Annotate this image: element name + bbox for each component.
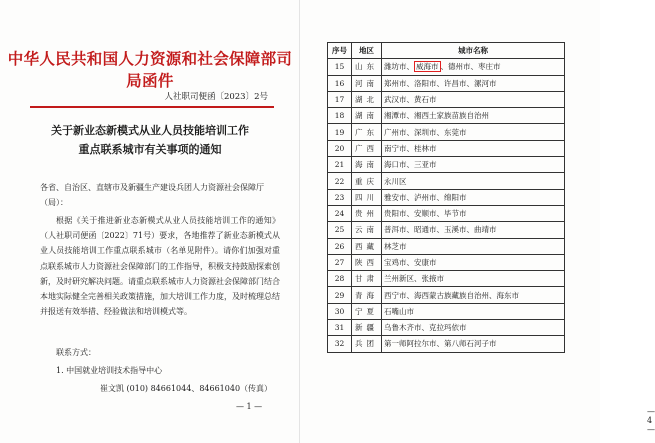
- table-header-row: [328, 43, 565, 59]
- row-cities: [382, 140, 565, 156]
- city-list-table: [327, 42, 565, 353]
- city-names-text: 贵阳市、安顺市、毕节市: [384, 209, 467, 219]
- city-names-text: 兰州新区、张掖市: [384, 274, 444, 284]
- city-names-text: 海口市、三亚市: [384, 160, 437, 170]
- row-cities: [382, 157, 565, 173]
- notice-title-line-2: 重点联系城市有关事项的通知: [78, 143, 222, 156]
- row-cities: [382, 59, 565, 75]
- row-region: 海南: [352, 157, 382, 173]
- city-names-text: 林芝市: [384, 241, 407, 251]
- row-number: 24: [328, 205, 352, 221]
- table-row: [328, 59, 565, 75]
- page-number-left: — 1 —: [236, 402, 263, 411]
- table-row: [328, 157, 565, 173]
- row-number: 20: [328, 140, 352, 156]
- letterhead-title: 中华人民共和国人力资源和社会保障部司局函件: [7, 50, 293, 90]
- table-row: [328, 238, 565, 254]
- row-region: 云南: [352, 222, 382, 238]
- row-region: 广东: [352, 124, 382, 140]
- city-names-text-after: 、德州市、枣庄市: [440, 62, 501, 72]
- row-number: 32: [328, 336, 352, 352]
- page-number-right: — 4 —: [647, 407, 655, 434]
- header-region: 地区: [352, 43, 382, 59]
- row-number: 18: [328, 108, 352, 124]
- row-region: 湖北: [352, 91, 382, 107]
- table-row: [328, 205, 565, 221]
- row-region: 青海: [352, 287, 382, 303]
- row-cities: [382, 205, 565, 221]
- row-cities: [382, 173, 565, 189]
- row-region: 湖南: [352, 108, 382, 124]
- document-number: 人社职司便函〔2023〕2号: [164, 92, 268, 102]
- table-body: [328, 59, 565, 352]
- row-cities: [382, 189, 565, 205]
- row-number: 17: [328, 91, 352, 107]
- row-region: 西藏: [352, 238, 382, 254]
- contacts-heading: 联系方式：: [56, 348, 96, 357]
- row-cities: [382, 254, 565, 270]
- row-number: 26: [328, 238, 352, 254]
- row-cities: [382, 124, 565, 140]
- city-names-text: 潍坊市、: [384, 62, 414, 72]
- row-number: 25: [328, 222, 352, 238]
- row-cities: [382, 336, 565, 352]
- left-page: [0, 0, 300, 443]
- row-region: 重庆: [352, 173, 382, 189]
- city-names-text: 西宁市、海西蒙古族藏族自治州、海东市: [384, 290, 519, 300]
- table-row: [328, 287, 565, 303]
- city-names-text: 第一师阿拉尔市、第八师石河子市: [384, 339, 497, 349]
- row-number: 21: [328, 157, 352, 173]
- recipients-line-2: （局）：: [40, 198, 68, 207]
- recipients-line-1: 各省、自治区、直辖市及新疆生产建设兵团人力资源社会保障厅: [40, 183, 264, 192]
- row-region: 山东: [352, 59, 382, 75]
- table-row: [328, 222, 565, 238]
- city-names-text: 石嘴山市: [384, 306, 414, 316]
- city-names-text: 普洱市、昭通市、玉溪市、曲靖市: [384, 225, 497, 235]
- table-row: [328, 189, 565, 205]
- row-number: 29: [328, 287, 352, 303]
- row-cities: [382, 238, 565, 254]
- row-number: 28: [328, 271, 352, 287]
- row-number: 16: [328, 75, 352, 91]
- row-cities: [382, 320, 565, 336]
- city-names-text: 广州市、深圳市、东莞市: [384, 127, 467, 137]
- row-cities: [382, 108, 565, 124]
- city-names-text: 宝鸡市、安康市: [384, 258, 437, 267]
- city-names-text: 乌鲁木齐市、克拉玛依市: [384, 323, 467, 333]
- row-cities: [382, 303, 565, 319]
- row-cities: [382, 271, 565, 287]
- red-divider-line: [30, 106, 274, 108]
- row-number: 22: [328, 173, 352, 189]
- row-region: 河南: [352, 75, 382, 91]
- header-number: 序号: [328, 43, 352, 59]
- notice-body: 根据《关于推进新业态新模式从业人员技能培训工作的通知》（人社职司便函〔2022〕71号）要求，各地推荐了新业态新模式从业人员技能培训工作重点联系城市（名单见附件）。请你们加强对重点联系城市人力资源社会保障部门的工作指导，积极支持鼓励探索创新，及时研究解决问题。请重点联系城市人力资源社会保障部门结合本地实际健全完善相关政策措施，加大培训工作力度，及时梳理总结并报送有效举措、经验做法和培训模式等。: [40, 216, 280, 317]
- city-names-text: 武汉市、黄石市: [384, 95, 437, 105]
- row-cities: [382, 91, 565, 107]
- row-cities: [382, 75, 565, 91]
- city-names-text: 郑州市、洛阳市、许昌市、漯河市: [384, 78, 497, 88]
- table-row: [328, 124, 565, 140]
- header-city-names: 城市名称: [382, 43, 565, 59]
- row-region: 兵团: [352, 336, 382, 352]
- row-region: 新疆: [352, 320, 382, 336]
- city-names-text: 南宁市、桂林市: [384, 143, 437, 153]
- row-number: 15: [328, 59, 352, 75]
- row-region: 贵州: [352, 205, 382, 221]
- row-region: 陕西: [352, 254, 382, 270]
- table-row: [328, 254, 565, 270]
- row-region: 宁夏: [352, 303, 382, 319]
- contact-organization: 1. 中国就业培训技术指导中心: [56, 366, 163, 375]
- table-row: [328, 75, 565, 91]
- city-names-text: 永川区: [384, 176, 407, 186]
- row-number: 27: [328, 254, 352, 270]
- row-number: 31: [328, 320, 352, 336]
- table-row: [328, 140, 565, 156]
- row-number: 23: [328, 189, 352, 205]
- table-row: [328, 173, 565, 189]
- table-row: [328, 303, 565, 319]
- table-row: [328, 336, 565, 352]
- city-names-text: 雅安市、泸州市、绵阳市: [384, 192, 467, 202]
- row-number: 19: [328, 124, 352, 140]
- highlighted-city: 威海市: [416, 62, 439, 72]
- row-region: 四川: [352, 189, 382, 205]
- row-number: 30: [328, 303, 352, 319]
- row-region: 广西: [352, 140, 382, 156]
- table-row: [328, 271, 565, 287]
- table-row: [328, 91, 565, 107]
- table-row: [328, 320, 565, 336]
- notice-title-line-1: 关于新业态新模式从业人员技能培训工作: [51, 124, 249, 137]
- notice-title: [0, 121, 300, 159]
- contact-person-phone: 崔文凯 (010) 84661044、84661040（传真）: [100, 384, 273, 393]
- city-names-text: 湘潭市、湘西土家族苗族自治州: [384, 111, 489, 121]
- recipients: [40, 180, 280, 210]
- table-row: [328, 108, 565, 124]
- row-cities: [382, 222, 565, 238]
- row-cities: [382, 287, 565, 303]
- row-region: 甘肃: [352, 271, 382, 287]
